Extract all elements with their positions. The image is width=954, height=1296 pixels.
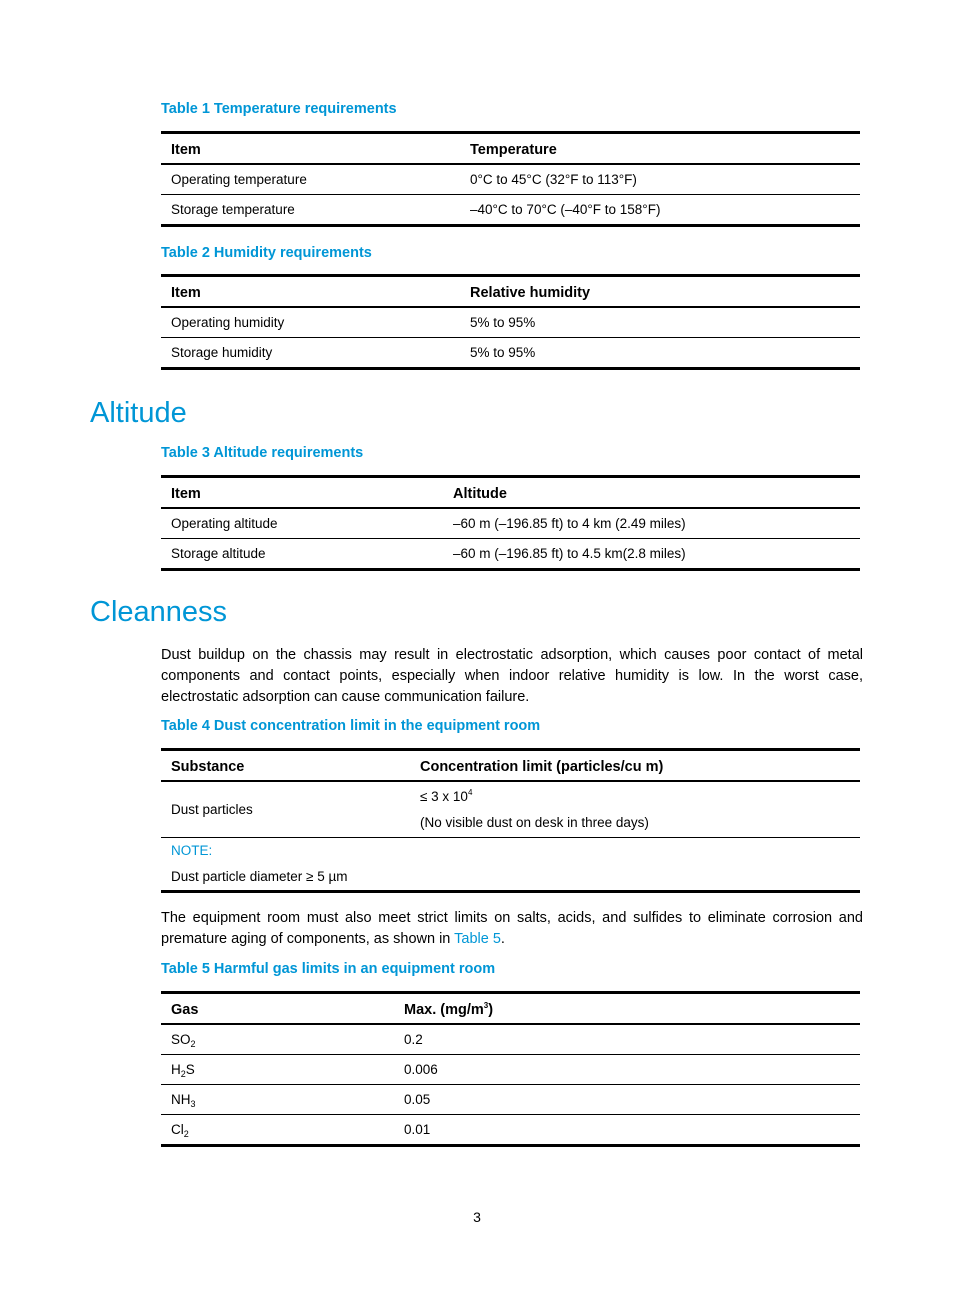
gas-cell: $SO_2$ [171, 1032, 196, 1049]
table-cell: Storage altitude [171, 546, 266, 561]
table-cell: Dust particles [171, 802, 253, 817]
table-cell: 0.05 [404, 1092, 431, 1107]
column-header: Concentration limit (particles/cu m) [420, 758, 664, 775]
note-text: Dust particle diameter ≥ 5 µm [171, 869, 348, 884]
column-header: Item [171, 141, 201, 158]
table-header-row [161, 276, 860, 308]
column-header: Relative humidity [470, 284, 591, 301]
column-header: Gas [171, 1001, 199, 1018]
gas-cell: $NH_3$ [171, 1092, 196, 1109]
limit-value: ≤ 3 x $10^4$ [420, 787, 473, 804]
column-header: Temperature [470, 141, 557, 158]
table-cell: 0°C to 45°C (32°F to 113°F) [470, 172, 637, 187]
table-cell: 5% to 95% [470, 345, 536, 360]
table-5-link[interactable]: Table 5 [454, 931, 501, 947]
table-5-caption: Table 5 Harmful gas limits in an equipment room [161, 961, 496, 977]
table-cell: –40°C to 70°C (–40°F to 158°F) [470, 202, 661, 217]
table-cell [410, 781, 860, 838]
table-cell: 0.006 [404, 1062, 438, 1077]
table-row [161, 164, 860, 195]
table-row [161, 1085, 860, 1115]
note-cell [161, 838, 860, 892]
table-2-caption: Table 2 Humidity requirements [161, 245, 372, 261]
table-cell: 0.2 [404, 1032, 423, 1047]
table-row [161, 1115, 860, 1146]
table-row [161, 508, 860, 539]
table-cell: –60 m (–196.85 ft) to 4 km (2.49 miles) [453, 516, 686, 531]
table-row [161, 338, 860, 369]
temperature-table [161, 131, 860, 227]
dust-table [161, 748, 860, 893]
column-header: Item [171, 284, 201, 301]
table-3-caption: Table 3 Altitude requirements [161, 445, 364, 461]
table-row [161, 781, 860, 838]
column-header: Substance [171, 758, 245, 775]
limit-note: (No visible dust on desk in three days) [420, 814, 649, 830]
table-row [161, 195, 860, 226]
table-row [161, 1055, 860, 1085]
gas-cell: $H_2S$ [171, 1062, 195, 1079]
page-number: 3 [473, 1209, 481, 1225]
altitude-table [161, 475, 860, 571]
altitude-heading: Altitude [90, 397, 187, 429]
column-header: Max. $(mg/m^3)$ [404, 1000, 494, 1018]
table-cell: –60 m (–196.85 ft) to 4.5 km(2.8 miles) [453, 546, 686, 561]
gas-table [161, 991, 860, 1147]
table-cell: Operating humidity [171, 315, 285, 330]
gas-cell: $Cl_2$ [171, 1122, 189, 1139]
table-header-row [161, 750, 860, 782]
table-header-row [161, 477, 860, 509]
cleanness-heading: Cleanness [90, 596, 228, 628]
column-header: Item [171, 485, 201, 502]
cleanness-paragraph: Dust buildup on the chassis may result in electrostatic adsorption, which causes poor contact of metal components and contact points, especially when indoor relative humidity is low. In the worst case, electrostatic adsorption can cause communication failure. [161, 647, 863, 705]
table-cell: Storage temperature [171, 202, 295, 217]
table-cell: Operating temperature [171, 172, 307, 187]
column-header: Altitude [453, 485, 507, 502]
note-row [161, 838, 860, 892]
table-4-caption: Table 4 Dust concentration limit in the equipment room [161, 718, 541, 734]
table-cell: Storage humidity [171, 345, 273, 360]
gas-paragraph: The equipment room must also meet strict limits on salts, acids, and sulfides to eliminate corrosion and premature aging of components, as shown in Table 5. [161, 910, 863, 947]
humidity-table [161, 274, 860, 370]
table-cell: 0.01 [404, 1122, 431, 1137]
table-cell: 5% to 95% [470, 315, 536, 330]
table-1-caption: Table 1 Temperature requirements [161, 101, 397, 117]
table-row [161, 307, 860, 338]
table-row [161, 1024, 860, 1055]
note-label: NOTE: [171, 843, 213, 858]
table-cell: Operating altitude [171, 516, 278, 531]
table-row [161, 539, 860, 570]
table-header-row [161, 993, 860, 1025]
table-header-row [161, 133, 860, 165]
